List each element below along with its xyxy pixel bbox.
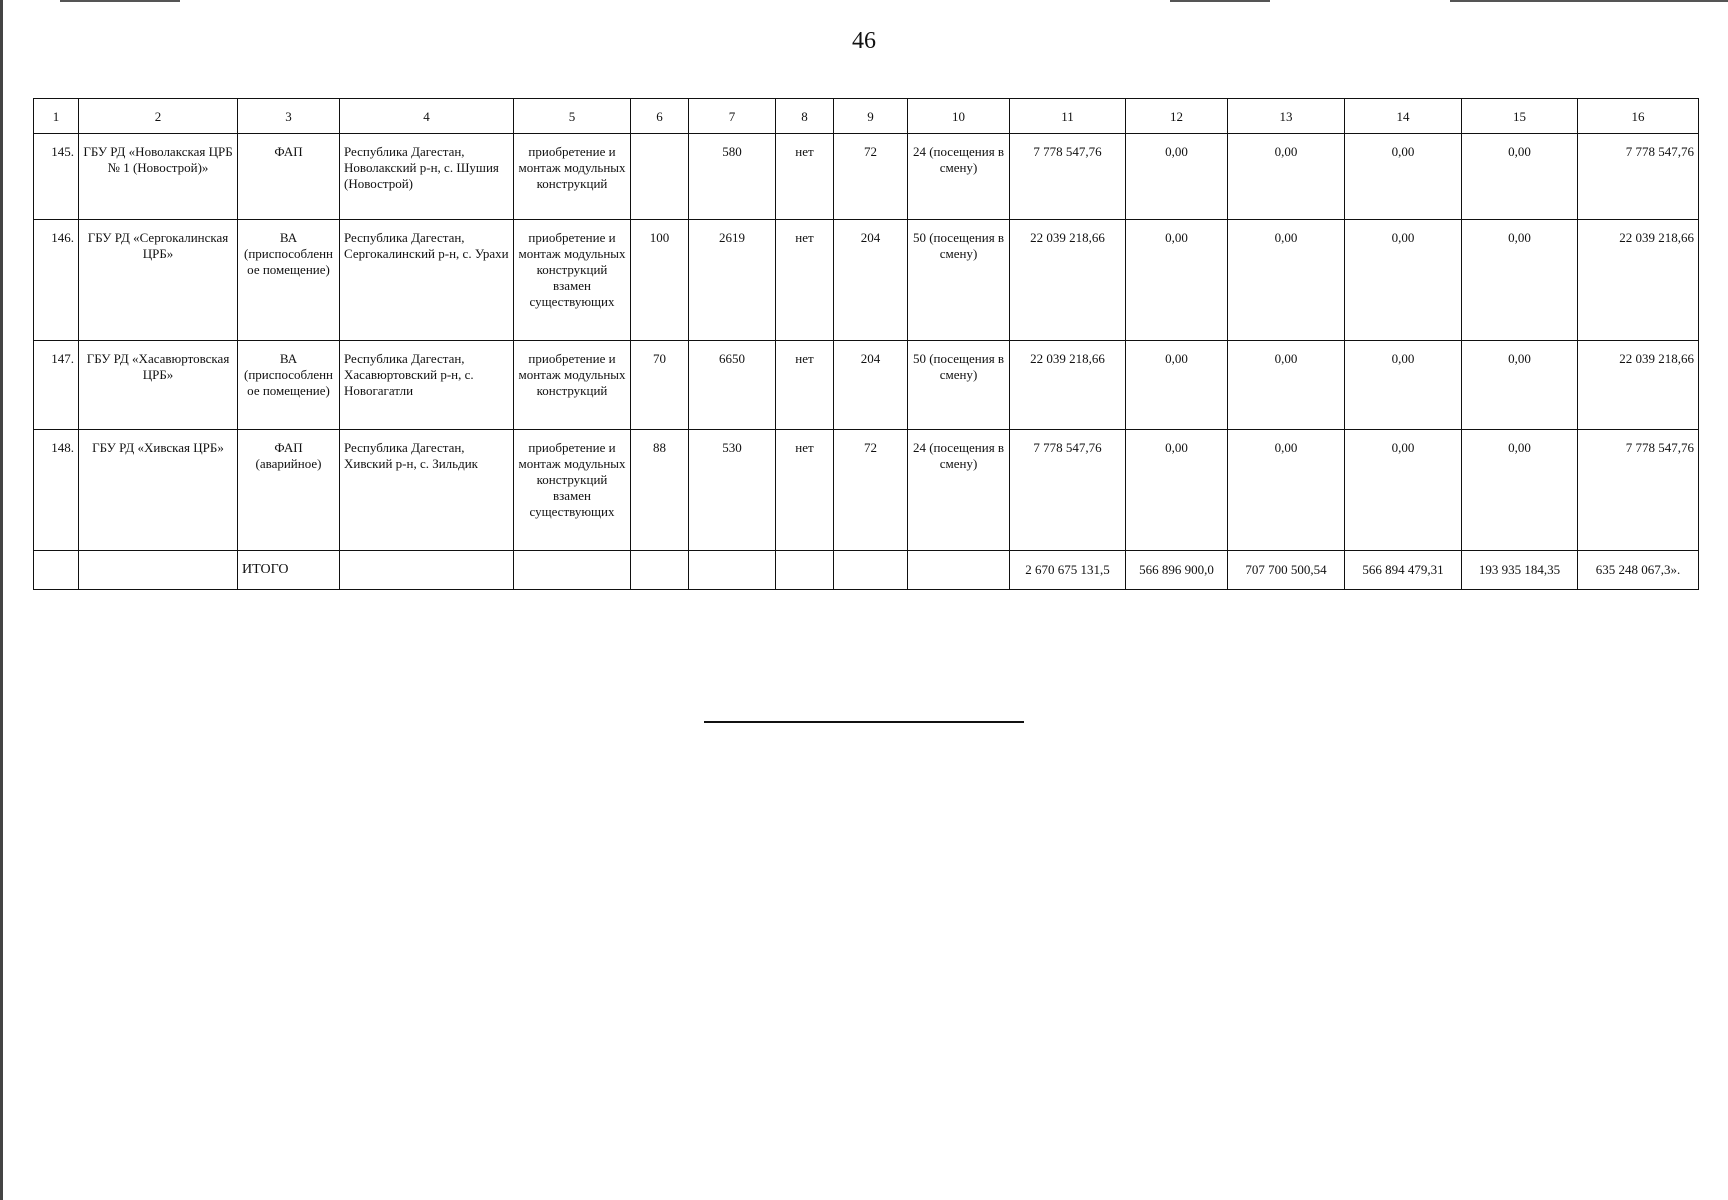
total-amount-12: 566 896 900,0 xyxy=(1126,551,1228,590)
total-amount-16: 635 248 067,3». xyxy=(1578,551,1699,590)
address: Республика Дагестан, Хасавюртовский р-н, с. Новогагатли xyxy=(340,341,514,430)
cell-9: 72 xyxy=(834,430,908,551)
empty-cell xyxy=(79,551,238,590)
cell-7: 580 xyxy=(689,134,776,220)
facility-type: ВА (приспособленное помещение) xyxy=(238,220,340,341)
facility-type: ФАП (аварийное) xyxy=(238,430,340,551)
column-number: 9 xyxy=(834,99,908,134)
address: Республика Дагестан, Хивский р-н, с. Зильдик xyxy=(340,430,514,551)
column-number: 13 xyxy=(1228,99,1345,134)
address: Республика Дагестан, Сергокалинский р-н, с. Урахи xyxy=(340,220,514,341)
amount-14: 0,00 xyxy=(1345,220,1462,341)
row-number: 145. xyxy=(34,134,79,220)
amount-12: 0,00 xyxy=(1126,220,1228,341)
cell-6: 88 xyxy=(631,430,689,551)
capacity: 50 (посещения в смену) xyxy=(908,220,1010,341)
column-number: 4 xyxy=(340,99,514,134)
scan-edge xyxy=(60,0,180,2)
empty-cell xyxy=(834,551,908,590)
empty-cell xyxy=(340,551,514,590)
column-number: 14 xyxy=(1345,99,1462,134)
amount-14: 0,00 xyxy=(1345,134,1462,220)
amount-13: 0,00 xyxy=(1228,220,1345,341)
header-row xyxy=(34,99,1699,134)
column-number: 8 xyxy=(776,99,834,134)
table-row xyxy=(34,220,1699,341)
cell-6 xyxy=(631,134,689,220)
total-row xyxy=(34,551,1699,590)
amount-16: 7 778 547,76 xyxy=(1578,430,1699,551)
cell-8: нет xyxy=(776,430,834,551)
amount-12: 0,00 xyxy=(1126,134,1228,220)
total-amount-15: 193 935 184,35 xyxy=(1462,551,1578,590)
page-number: 46 xyxy=(852,28,876,54)
facility-type: ВА (приспособленное помещение) xyxy=(238,341,340,430)
amount-11: 22 039 218,66 xyxy=(1010,220,1126,341)
scan-edge xyxy=(1170,0,1270,2)
table-row xyxy=(34,430,1699,551)
work-type: приобретение и монтаж модульных конструкций xyxy=(514,341,631,430)
closing-rule xyxy=(704,721,1024,723)
empty-cell xyxy=(34,551,79,590)
institution: ГБУ РД «Сергокалинская ЦРБ» xyxy=(79,220,238,341)
amount-13: 0,00 xyxy=(1228,341,1345,430)
column-number: 12 xyxy=(1126,99,1228,134)
empty-cell xyxy=(514,551,631,590)
scan-edge xyxy=(0,0,3,1200)
cell-9: 72 xyxy=(834,134,908,220)
total-label: ИТОГО xyxy=(238,551,340,590)
row-number: 148. xyxy=(34,430,79,551)
cell-6: 70 xyxy=(631,341,689,430)
column-number: 16 xyxy=(1578,99,1699,134)
work-type: приобретение и монтаж модульных конструкций взамен существующих xyxy=(514,430,631,551)
empty-cell xyxy=(776,551,834,590)
amount-16: 7 778 547,76 xyxy=(1578,134,1699,220)
table-row xyxy=(34,134,1699,220)
cell-8: нет xyxy=(776,220,834,341)
column-number: 15 xyxy=(1462,99,1578,134)
amount-14: 0,00 xyxy=(1345,341,1462,430)
capacity: 50 (посещения в смену) xyxy=(908,341,1010,430)
amount-14: 0,00 xyxy=(1345,430,1462,551)
cell-9: 204 xyxy=(834,220,908,341)
work-type: приобретение и монтаж модульных конструкций xyxy=(514,134,631,220)
column-number: 11 xyxy=(1010,99,1126,134)
address: Республика Дагестан, Новолакский р-н, с. Шушия (Новострой) xyxy=(340,134,514,220)
column-number: 6 xyxy=(631,99,689,134)
cell-7: 2619 xyxy=(689,220,776,341)
amount-13: 0,00 xyxy=(1228,430,1345,551)
capacity: 24 (посещения в смену) xyxy=(908,430,1010,551)
cell-7: 6650 xyxy=(689,341,776,430)
cell-7: 530 xyxy=(689,430,776,551)
row-number: 146. xyxy=(34,220,79,341)
total-amount-11: 2 670 675 131,5 xyxy=(1010,551,1126,590)
amount-15: 0,00 xyxy=(1462,220,1578,341)
empty-cell xyxy=(908,551,1010,590)
column-number: 2 xyxy=(79,99,238,134)
work-type: приобретение и монтаж модульных конструкций взамен существующих xyxy=(514,220,631,341)
amount-11: 7 778 547,76 xyxy=(1010,430,1126,551)
column-number: 3 xyxy=(238,99,340,134)
amount-15: 0,00 xyxy=(1462,134,1578,220)
cell-8: нет xyxy=(776,341,834,430)
column-number: 10 xyxy=(908,99,1010,134)
amount-12: 0,00 xyxy=(1126,430,1228,551)
cell-8: нет xyxy=(776,134,834,220)
column-number: 5 xyxy=(514,99,631,134)
amount-11: 22 039 218,66 xyxy=(1010,341,1126,430)
capacity: 24 (посещения в смену) xyxy=(908,134,1010,220)
cell-9: 204 xyxy=(834,341,908,430)
institution: ГБУ РД «Хивская ЦРБ» xyxy=(79,430,238,551)
institution: ГБУ РД «Хасавюртовская ЦРБ» xyxy=(79,341,238,430)
total-amount-14: 566 894 479,31 xyxy=(1345,551,1462,590)
amount-15: 0,00 xyxy=(1462,341,1578,430)
amount-15: 0,00 xyxy=(1462,430,1578,551)
column-number: 7 xyxy=(689,99,776,134)
amount-13: 0,00 xyxy=(1228,134,1345,220)
empty-cell xyxy=(689,551,776,590)
table-row xyxy=(34,341,1699,430)
institution: ГБУ РД «Новолакская ЦРБ № 1 (Новострой)» xyxy=(79,134,238,220)
amount-16: 22 039 218,66 xyxy=(1578,220,1699,341)
cell-6: 100 xyxy=(631,220,689,341)
register-table xyxy=(33,98,1699,590)
facility-type: ФАП xyxy=(238,134,340,220)
total-amount-13: 707 700 500,54 xyxy=(1228,551,1345,590)
column-number: 1 xyxy=(34,99,79,134)
amount-16: 22 039 218,66 xyxy=(1578,341,1699,430)
amount-11: 7 778 547,76 xyxy=(1010,134,1126,220)
amount-12: 0,00 xyxy=(1126,341,1228,430)
empty-cell xyxy=(631,551,689,590)
scan-edge xyxy=(1450,0,1728,2)
row-number: 147. xyxy=(34,341,79,430)
